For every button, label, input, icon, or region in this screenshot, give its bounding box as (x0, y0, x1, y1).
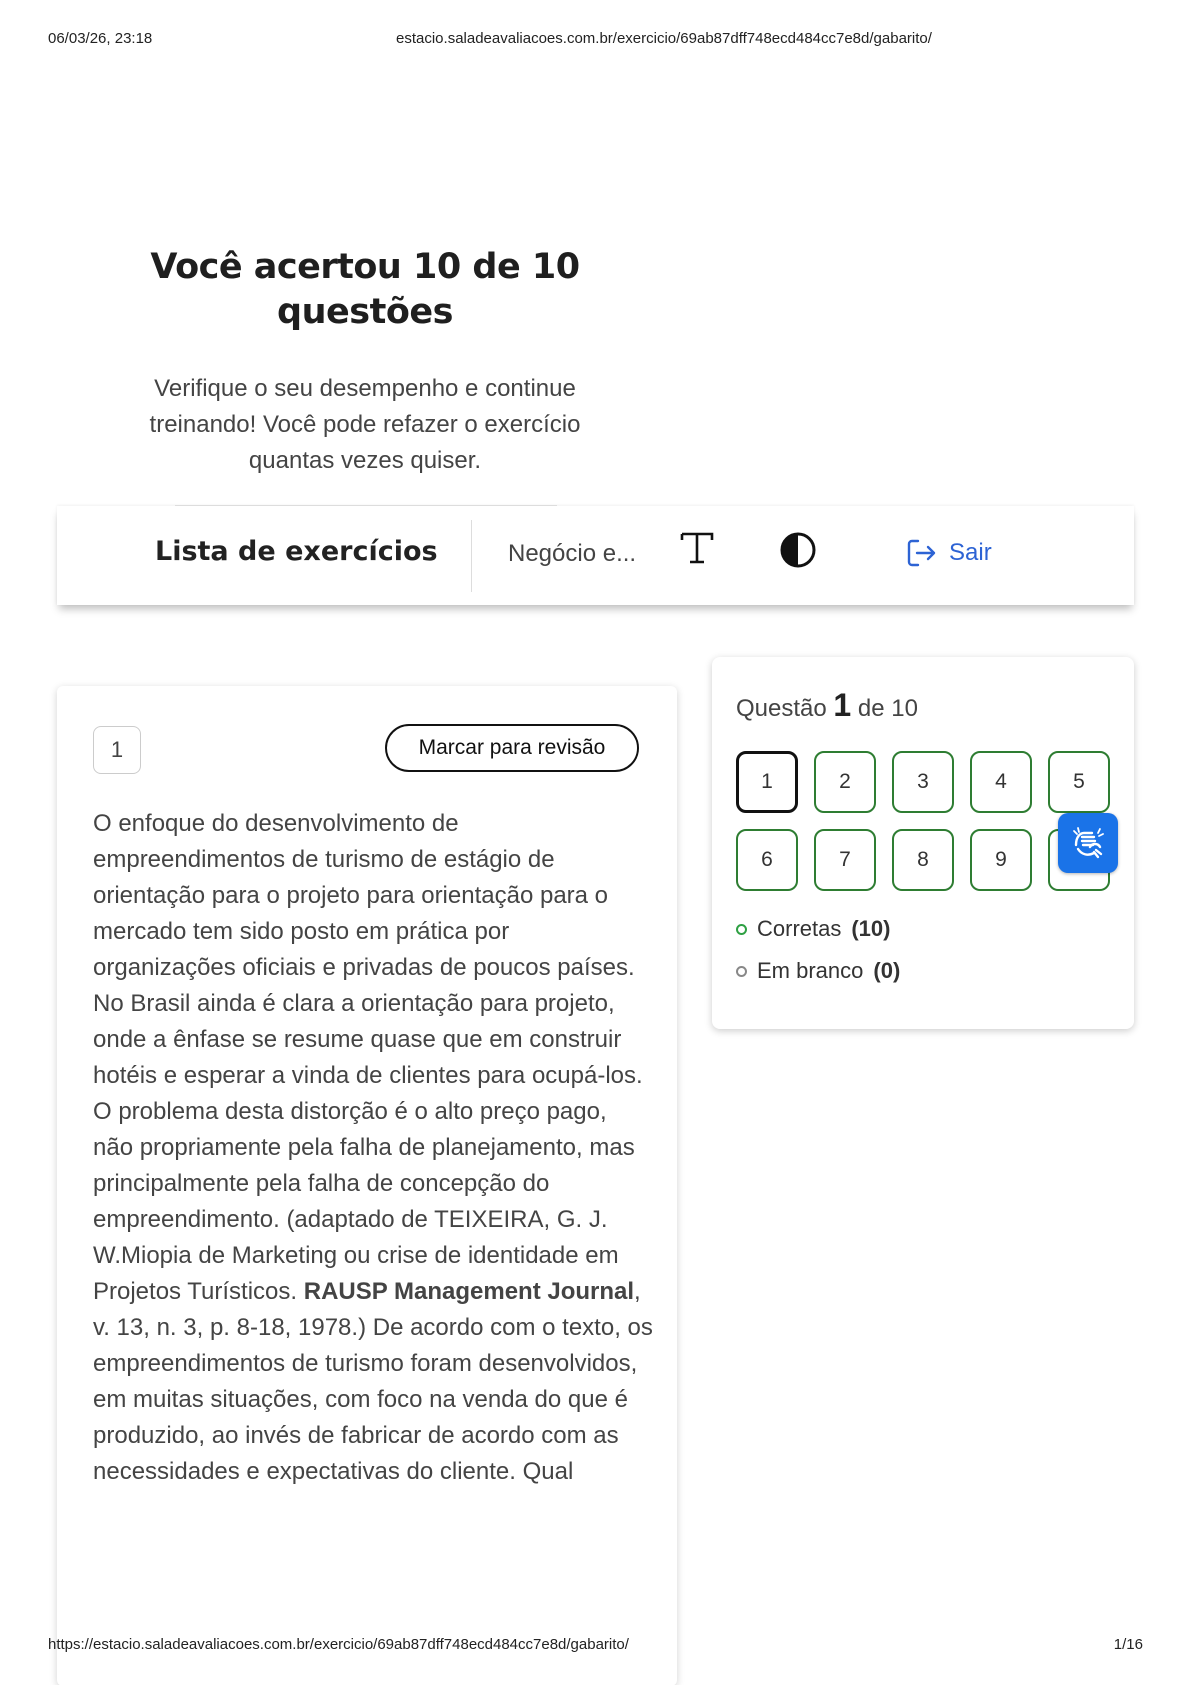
journal-name: RAUSP Management Journal (303, 1278, 635, 1305)
footer-url: https://estacio.saladeavaliacoes.com.br/exercicio/69ab87dff748ecd484cc7e8d/gabarito/ (48, 1636, 629, 1653)
question-button-4[interactable]: 4 (970, 751, 1032, 813)
exercise-list-title: Lista de exercícios (155, 536, 438, 567)
mark-for-review-button[interactable]: Marcar para revisão (385, 724, 639, 772)
question-text-part2: , v. 13, n. 3, p. 8-18, 1978.) (93, 1278, 641, 1341)
contrast-icon[interactable] (779, 531, 817, 569)
page-number: 1/16 (1113, 1636, 1143, 1653)
question-button-8[interactable]: 8 (892, 829, 954, 891)
sign-language-icon (1068, 823, 1108, 863)
question-button-2[interactable]: 2 (814, 751, 876, 813)
result-subtitle: Verifique o seu desempenho e continue treinando! Você pode refazer o exercício quantas vezes quiser. (149, 375, 581, 474)
result-title: Você acertou 10 de 10 questões (150, 247, 580, 332)
question-button-1[interactable]: 1 (736, 751, 798, 813)
question-number: 1 (93, 726, 141, 774)
legend-correct (736, 916, 890, 942)
blank-count: (0) (873, 958, 901, 983)
correct-label: Corretas (757, 916, 842, 941)
blank-dot-icon (736, 966, 747, 977)
sign-language-button[interactable] (1058, 813, 1118, 873)
question-text-part1: O enfoque do desenvolvimento de empreendimentos de turismo de estágio de orientação para o projeto para orientação para o mercado tem sido posto em prática por organizações oficiais e privadas de poucos países. No Brasil ainda é clara a orientação para projeto, onde a ênfase se resume quase que em construir hotéis e esperar a vinda de clientes para ocupá-los. O problema desta distorção é o alto preço pago, não propriamente pela falha de planejamento, mas principalmente pela falha de concepção do empreendimento. (adaptado de TEIXEIRA, G. J. W.Miopia de Marketing ou crise de identidade em Projetos Turísticos. (93, 810, 643, 1305)
counter-current: 1 (833, 687, 852, 723)
exit-icon (905, 536, 939, 570)
question-counter (736, 687, 918, 724)
correct-count: (10) (851, 916, 891, 941)
text-size-icon[interactable] (679, 528, 715, 568)
question-text (93, 806, 653, 1490)
toolbar-divider-line (175, 505, 557, 506)
exercise-toolbar (57, 506, 1134, 605)
question-card (57, 686, 677, 1685)
counter-prefix: Questão (736, 695, 827, 722)
course-name[interactable]: Negócio e... (508, 540, 637, 567)
exit-button[interactable] (905, 536, 992, 570)
result-summary (120, 245, 610, 479)
question-button-9[interactable]: 9 (970, 829, 1032, 891)
question-button-7[interactable]: 7 (814, 829, 876, 891)
toolbar-divider (471, 520, 472, 592)
print-date: 06/03/26, 23:18 (48, 30, 153, 47)
blank-label: Em branco (757, 958, 864, 983)
legend-blank (736, 958, 900, 984)
question-button-3[interactable]: 3 (892, 751, 954, 813)
print-url: estacio.saladeavaliacoes.com.br/exercicio/69ab87dff748ecd484cc7e8d/gabarito/ (396, 30, 932, 47)
question-button-5[interactable]: 5 (1048, 751, 1110, 813)
question-text-part3: De acordo com o texto, os empreendimentos de turismo foram desenvolvidos, em muitas situações, com foco na venda do que é produzido, ao invés de fabricar de acordo com as necessidades e expectativas do cliente. Qual (93, 1314, 653, 1485)
counter-suffix: de 10 (857, 695, 918, 722)
correct-dot-icon (736, 924, 747, 935)
exit-label: Sair (949, 539, 992, 566)
question-button-6[interactable]: 6 (736, 829, 798, 891)
